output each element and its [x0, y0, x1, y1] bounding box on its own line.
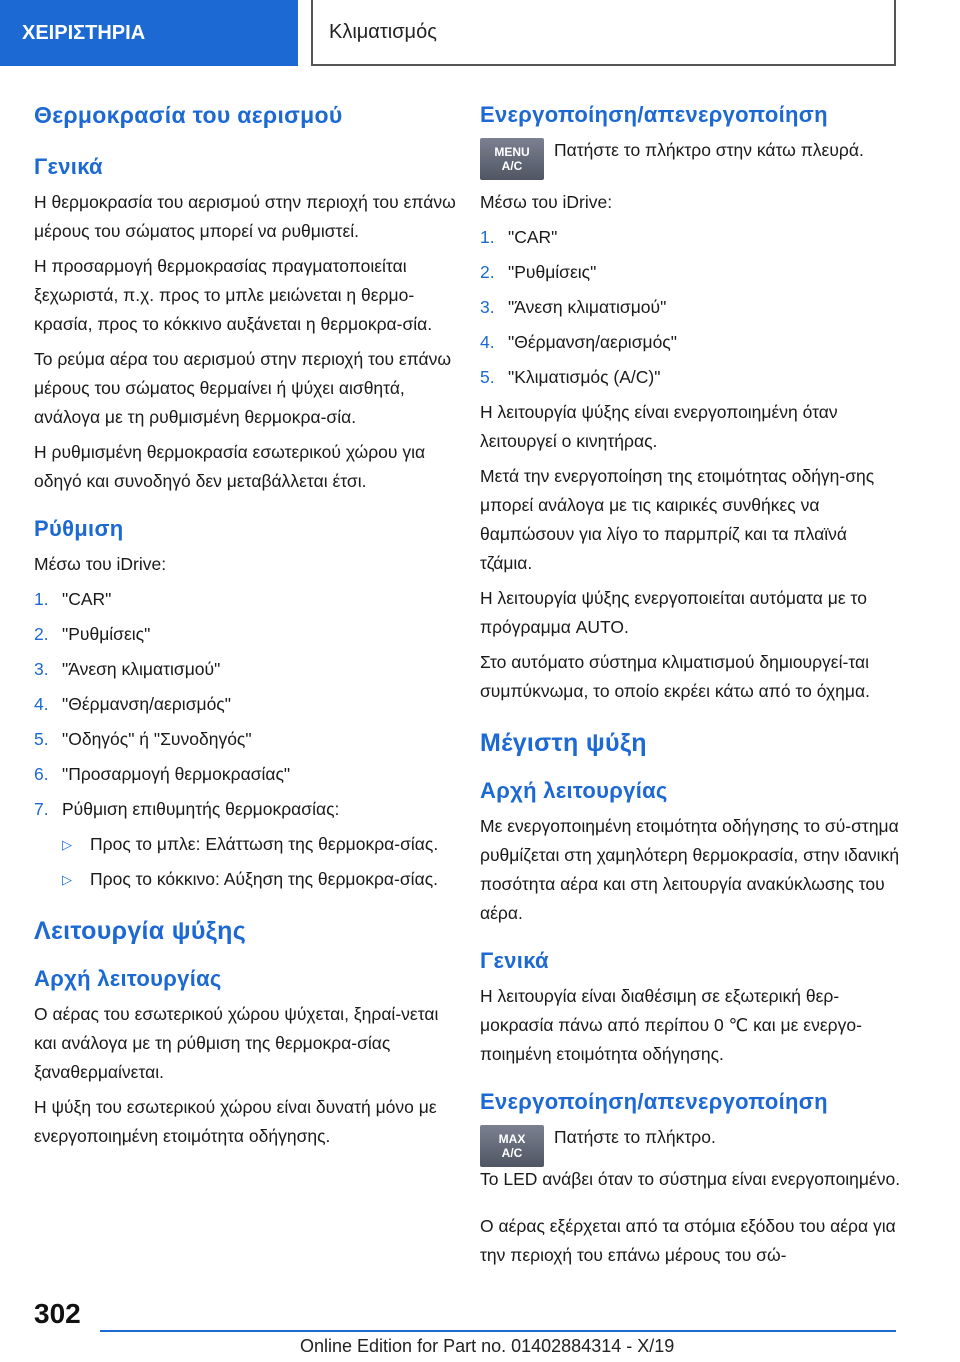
heading-onoff: Ενεργοποίηση/απενεργοποίηση [480, 102, 828, 127]
substep-text: Προς το μπλε: Ελάττωση της θερμοκρα-σίας. [90, 834, 439, 854]
list-item [480, 363, 902, 392]
paragraph: Η ψύξη του εσωτερικού χώρου είναι δυνατή μόνο με ενεργοποιημένη ετοιμότητα οδήγησης. [34, 1097, 437, 1146]
paragraph: Ο αέρας του εσωτερικού χώρου ψύχεται, ξηραί-νεται και ανάλογα με τη ρύθμιση της θερμοκρα-σίας ξαναθερμαίνεται. [34, 1004, 439, 1082]
step-number: 1. [480, 227, 495, 247]
list-item [480, 293, 902, 322]
heading-principle: Αρχή λειτουργίας [480, 778, 668, 803]
list-item [34, 585, 456, 614]
list-item [62, 830, 456, 859]
paragraph: Ο αέρας εξέρχεται από τα στόμια εξόδου του αέρα για την περιοχή του επάνω μέρους του σώ- [480, 1216, 896, 1265]
step-number: 4. [34, 694, 49, 714]
step-number: 7. [34, 799, 49, 819]
idrive-intro: Μέσω του iDrive: [34, 554, 167, 574]
list-item [34, 620, 456, 649]
left-column [34, 100, 456, 1157]
button-line: A/C [501, 159, 523, 173]
chapter-title: Κλιματισμός [311, 0, 896, 66]
right-column [480, 100, 902, 1276]
step-number: 1. [34, 589, 49, 609]
menu-ac-button-icon [480, 138, 544, 180]
step-number: 5. [480, 367, 495, 387]
paragraph: Η ρυθμισμένη θερμοκρασία εσωτερικού χώρου για οδηγό και συνοδηγό δεν μεταβάλλεται έτσι. [34, 442, 426, 491]
step-number: 2. [480, 262, 495, 282]
paragraph: Το ρεύμα αέρα του αερισμού στην περιοχή του επάνω μέρους του σώματος θερμαίνει ή ψύχει αισθητά, ανάλογα με τη ρυθμισμένη θερμοκρα-σία. [34, 349, 452, 427]
paragraph: Το LED ανάβει όταν το σύστημα είναι ενεργοποιημένο. [480, 1169, 901, 1189]
step-text: "CAR" [508, 227, 558, 247]
list-item [480, 258, 902, 287]
paragraph: Η λειτουργία ψύξης είναι ενεργοποιημένη όταν λειτουργεί ο κινητήρας. [480, 402, 838, 451]
section-title-max-cooling: Μέγιστη ψύξη [480, 729, 647, 757]
substep-text: Προς το κόκκινο: Αύξηση της θερμοκρα-σίας. [90, 869, 438, 889]
list-item [480, 223, 902, 252]
button-line: A/C [501, 1146, 523, 1160]
step-number: 4. [480, 332, 495, 352]
step-text: "Προσαρμογή θερμοκρασίας" [62, 764, 291, 784]
step-text: "Οδηγός" ή "Συνοδηγός" [62, 729, 252, 749]
paragraph: Η προσαρμογή θερμοκρασίας πραγματοποιείται ξεχωριστά, π.χ. προς το μπλε μειώνεται η θερμο-κρασία, προς το κόκκινο αυξάνεται η θερμοκρα-σία. [34, 256, 433, 334]
step-text: "Άνεση κλιματισμού" [62, 659, 221, 679]
idrive-intro: Μέσω του iDrive: [480, 192, 613, 212]
button-line: MAX [498, 1132, 526, 1146]
step-text: Ρύθμιση επιθυμητής θερμοκρασίας: [62, 799, 340, 819]
list-item [34, 655, 456, 684]
step-number: 3. [480, 297, 495, 317]
menu-ac-instruction [480, 136, 902, 180]
paragraph: Μετά την ενεργοποίηση της ετοιμότητας οδήγη-σης μπορεί ανάλογα με τις καιρικές συνθήκες να θαμπώσουν για λίγο το παρμπρίζ και τα πλαϊνά τζάμια. [480, 466, 875, 573]
list-item [34, 725, 456, 754]
step-number: 5. [34, 729, 49, 749]
step-text: "Ρυθμίσεις" [62, 624, 151, 644]
list-item [480, 328, 902, 357]
max-ac-instruction [480, 1123, 902, 1167]
step-text: "Ρυθμίσεις" [508, 262, 597, 282]
button-line: MENU [494, 145, 530, 159]
paragraph: Με ενεργοποιημένη ετοιμότητα οδήγησης το σύ-στημα ρυθμίζεται στη χαμηλότερη θερμοκρασία, στην ιδανική ποσότητα αέρα και στη λειτουργία ανακύκλωσης του αέρα. [480, 816, 900, 923]
step-text: "Άνεση κλιματισμού" [508, 297, 667, 317]
step-number: 2. [34, 624, 49, 644]
triangle-bullet-icon: ▷ [62, 837, 72, 852]
list-item [34, 760, 456, 789]
step-text: "Θέρμανση/αερισμός" [508, 332, 677, 352]
section-tab: ΧΕΙΡΙΣΤΗΡΙΑ [0, 0, 298, 66]
heading-setting: Ρύθμιση [34, 516, 124, 541]
triangle-bullet-icon: ▷ [62, 872, 72, 887]
section-title-cooling: Λειτουργία ψύξης [34, 917, 246, 945]
heading-general: Γενικά [480, 948, 549, 973]
max-ac-button-icon [480, 1125, 544, 1167]
paragraph: Η λειτουργία είναι διαθέσιμη σε εξωτερική θερ-μοκρασία πάνω από περίπου 0 ℃ και με ενεργο-ποιημένη ετοιμότητα οδήγησης. [480, 986, 862, 1064]
page-number: 302 [34, 1298, 81, 1329]
heading-principle: Αρχή λειτουργίας [34, 966, 222, 991]
edition-footer: Online Edition for Part no. 01402884314 - X/19 [300, 1336, 675, 1356]
list-item [34, 795, 456, 824]
list-item [34, 690, 456, 719]
instruction-text: Πατήστε το πλήκτρο. [554, 1127, 716, 1147]
step-text: "CAR" [62, 589, 112, 609]
step-number: 3. [34, 659, 49, 679]
footer-divider [100, 1330, 896, 1332]
instruction-text: Πατήστε το πλήκτρο στην κάτω πλευρά. [554, 140, 864, 160]
paragraph: Η θερμοκρασία του αερισμού στην περιοχή του επάνω μέρους του σώματος μπορεί να ρυθμιστεί. [34, 192, 456, 241]
step-text: "Θέρμανση/αερισμός" [62, 694, 231, 714]
paragraph: Στο αυτόματο σύστημα κλιματισμού δημιουργεί-ται συμπύκνωμα, το οποίο εκρέει κάτω από το όχημα. [480, 652, 870, 701]
step-text: "Κλιματισμός (A/C)" [508, 367, 661, 387]
heading-general: Γενικά [34, 154, 103, 179]
ac-steps [480, 223, 902, 392]
list-item [62, 865, 456, 894]
section-title-vent-temperature: Θερμοκρασία του αερισμού [34, 102, 343, 128]
heading-onoff: Ενεργοποίηση/απενεργοποίηση [480, 1089, 828, 1114]
temperature-substeps [34, 830, 456, 894]
paragraph: Η λειτουργία ψύξης ενεργοποιείται αυτόματα με το πρόγραμμα AUTO. [480, 588, 867, 637]
setting-steps [34, 585, 456, 824]
step-number: 6. [34, 764, 49, 784]
